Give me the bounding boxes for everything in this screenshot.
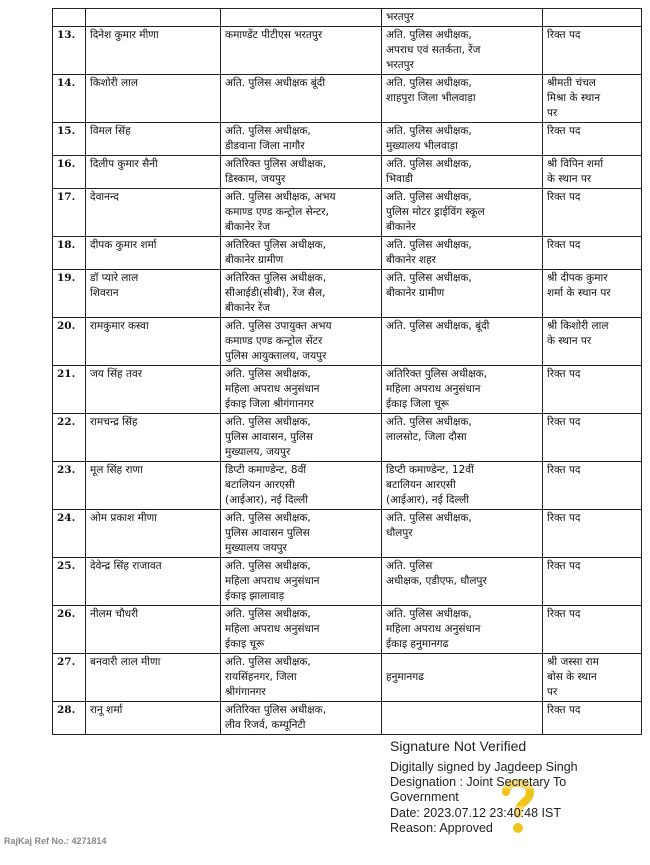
new-posting: अति. पुलिस अधीक्षक, एडीएफ, धौलपुर (382, 558, 543, 606)
remark: रिक्त पद (543, 414, 642, 462)
remark: श्री दीपक कुमार शर्मा के स्थान पर (543, 270, 642, 318)
officer-name: दिलीप कुमार सैनी (86, 156, 221, 189)
current-posting: अति. पुलिस अधीक्षक, पुलिस आवासन, पुलिस मुख्यालय, जयपुर (221, 414, 382, 462)
remark (543, 9, 642, 27)
table-row (53, 654, 642, 702)
table-row (53, 462, 642, 510)
current-posting: अति. पुलिस अधीक्षक, डीडवाना जिला नागौर (221, 123, 382, 156)
remark: रिक्त पद (543, 702, 642, 735)
signature-reason: Reason: Approved (390, 821, 493, 835)
officer-name: बनवारी लाल मीणा (86, 654, 221, 702)
signature-date: Date: 2023.07.12 23:40:48 IST (390, 806, 561, 820)
current-posting: अति. पुलिस अधीक्षक, अभय कमाण्ड एण्ड कन्ट्रोल सेन्टर, बीकानेर रेंज (221, 189, 382, 237)
table-row (53, 702, 642, 735)
remark: श्री किशोरी लाल के स्थान पर (543, 318, 642, 366)
table-row (53, 318, 642, 366)
new-posting: अति. पुलिस अधीक्षक, महिला अपराध अनुसंधान ईकाइ हनुमानगढ (382, 606, 543, 654)
current-posting: अति. पुलिस अधीक्षक, महिला अपराध अनुसंधान ईकाइ चूरू (221, 606, 382, 654)
new-posting: अति. पुलिस अधीक्षक, लालसोट, जिला दौसा (382, 414, 543, 462)
table-row (53, 558, 642, 606)
row-serial-number: 28. (53, 702, 86, 735)
row-serial-number: 23. (53, 462, 86, 510)
remark: रिक्त पद (543, 237, 642, 270)
new-posting: अति. पुलिस अधीक्षक, मुख्यालय भीलवाड़ा (382, 123, 543, 156)
officer-name: डॉ प्यारे लाल शिवरान (86, 270, 221, 318)
row-serial-number: 18. (53, 237, 86, 270)
new-posting: भरतपुर (382, 9, 543, 27)
officer-name: नीलम चौधरी (86, 606, 221, 654)
officer-name: जय सिंह तवर (86, 366, 221, 414)
officer-name: दीपक कुमार शर्मा (86, 237, 221, 270)
current-posting: अति. पुलिस अधीक्षक बूंदी (221, 75, 382, 123)
digital-signature-stamp (380, 738, 650, 865)
row-serial-number: 20. (53, 318, 86, 366)
signature-designation-cont: Government (390, 790, 459, 804)
officer-name: रामचन्द्र सिंह (86, 414, 221, 462)
current-posting: अति. पुलिस अधीक्षक, महिला अपराध अनुसंधान ईकाइ झालावाड़ (221, 558, 382, 606)
officer-name: देवेन्द्र सिंह राजावत (86, 558, 221, 606)
row-serial-number: 25. (53, 558, 86, 606)
new-posting: अति. पुलिस अधीक्षक, अपराध एवं सतर्कता, रेंज भरतपुर (382, 27, 543, 75)
new-posting: अति. पुलिस अधीक्षक, बीकानेर ग्रामीण (382, 270, 543, 318)
row-serial-number: 27. (53, 654, 86, 702)
new-posting: अति. पुलिस अधीक्षक, भिवाडी (382, 156, 543, 189)
transfer-table-body (53, 9, 642, 735)
new-posting: अतिरिक्त पुलिस अधीक्षक, महिला अपराध अनुसंधान ईकाइ जिला चूरू (382, 366, 543, 414)
officer-name: रानू शर्मा (86, 702, 221, 735)
officer-name: किशोरी लाल (86, 75, 221, 123)
table-row (53, 9, 642, 27)
officer-name: विमल सिंह (86, 123, 221, 156)
table-row (53, 270, 642, 318)
row-serial-number: 17. (53, 189, 86, 237)
new-posting: अति. पुलिस अधीक्षक, पुलिस मोटर ड्राईविंग स्कूल बीकानेर (382, 189, 543, 237)
transfer-table (52, 8, 642, 735)
current-posting: अति. पुलिस अधीक्षक, पुलिस आवासन पुलिस मुख्यालय जयपुर (221, 510, 382, 558)
officer-name: मूल सिंह राणा (86, 462, 221, 510)
current-posting: डिप्टी कमाण्डेन्ट, 8वीं बटालियन आरएसी (आईआर), नई दिल्ली (221, 462, 382, 510)
new-posting (382, 702, 543, 735)
row-serial-number: 21. (53, 366, 86, 414)
remark: रिक्त पद (543, 27, 642, 75)
row-serial-number: 19. (53, 270, 86, 318)
signature-signed-by: Digitally signed by Jagdeep Singh (390, 760, 578, 774)
rajkaj-ref-number: RajKaj Ref No.: 4271814 (4, 836, 107, 846)
row-serial-number: 13. (53, 27, 86, 75)
table-row (53, 510, 642, 558)
officer-name: देवानन्द (86, 189, 221, 237)
new-posting: हनुमानगढ (382, 654, 543, 702)
remark: श्रीमती चंचल मिश्रा के स्थान पर (543, 75, 642, 123)
remark: रिक्त पद (543, 462, 642, 510)
row-serial-number: 14. (53, 75, 86, 123)
officer-name: रामकुमार कस्वा (86, 318, 221, 366)
row-serial-number: 24. (53, 510, 86, 558)
remark: रिक्त पद (543, 558, 642, 606)
row-serial-number: 26. (53, 606, 86, 654)
current-posting: अति. पुलिस उपायुक्त अभय कमाण्ड एण्ड कन्ट्रोल सेंटर पुलिस आयुक्तालय, जयपुर (221, 318, 382, 366)
remark: श्री जस्सा राम बोस के स्थान पर (543, 654, 642, 702)
current-posting: कमाण्डेंट पीटीएस भरतपुर (221, 27, 382, 75)
current-posting: अतिरिक्त पुलिस अधीक्षक, डिस्काम, जयपुर (221, 156, 382, 189)
officer-name: ओम प्रकाश मीणा (86, 510, 221, 558)
current-posting: अतिरिक्त पुलिस अधीक्षक, लीव रिजर्व, कम्यूनिटी (221, 702, 382, 735)
new-posting: डिप्टी कमाण्डेन्ट, 12वीं बटालियन आरएसी (आईआर), नई दिल्ली (382, 462, 543, 510)
table-row (53, 27, 642, 75)
current-posting: अतिरिक्त पुलिस अधीक्षक, बीकानेर ग्रामीण (221, 237, 382, 270)
signature-designation: Designation : Joint Secretary To (390, 775, 567, 789)
remark: रिक्त पद (543, 123, 642, 156)
table-row (53, 156, 642, 189)
remark: रिक्त पद (543, 606, 642, 654)
current-posting: अतिरिक्त पुलिस अधीक्षक, सीआईडी(सीबी), रेंज सैल, बीकानेर रेंज (221, 270, 382, 318)
officer-name (86, 9, 221, 27)
current-posting: अति. पुलिस अधीक्षक, रायसिंहनगर, जिला श्रीगंगानगर (221, 654, 382, 702)
new-posting: अति. पुलिस अधीक्षक, धौलपुर (382, 510, 543, 558)
new-posting: अति. पुलिस अधीक्षक, बीकानेर शहर (382, 237, 543, 270)
table-row (53, 123, 642, 156)
table-row (53, 189, 642, 237)
row-serial-number: 16. (53, 156, 86, 189)
row-serial-number: 15. (53, 123, 86, 156)
officer-name: दिनेश कुमार मीणा (86, 27, 221, 75)
signature-status: Signature Not Verified (390, 738, 527, 754)
new-posting: अति. पुलिस अधीक्षक, बूंदी (382, 318, 543, 366)
table-row (53, 237, 642, 270)
remark: रिक्त पद (543, 510, 642, 558)
current-posting: अति. पुलिस अधीक्षक, महिला अपराध अनुसंधान ईकाइ जिला श्रीगंगानगर (221, 366, 382, 414)
current-posting (221, 9, 382, 27)
row-serial-number (53, 9, 86, 27)
remark: रिक्त पद (543, 189, 642, 237)
table-row (53, 366, 642, 414)
row-serial-number: 22. (53, 414, 86, 462)
new-posting: अति. पुलिस अधीक्षक, शाहपुरा जिला भीलवाड़ा (382, 75, 543, 123)
table-row (53, 75, 642, 123)
table-row (53, 414, 642, 462)
remark: रिक्त पद (543, 366, 642, 414)
remark: श्री विपिन शर्मा के स्थान पर (543, 156, 642, 189)
table-row (53, 606, 642, 654)
